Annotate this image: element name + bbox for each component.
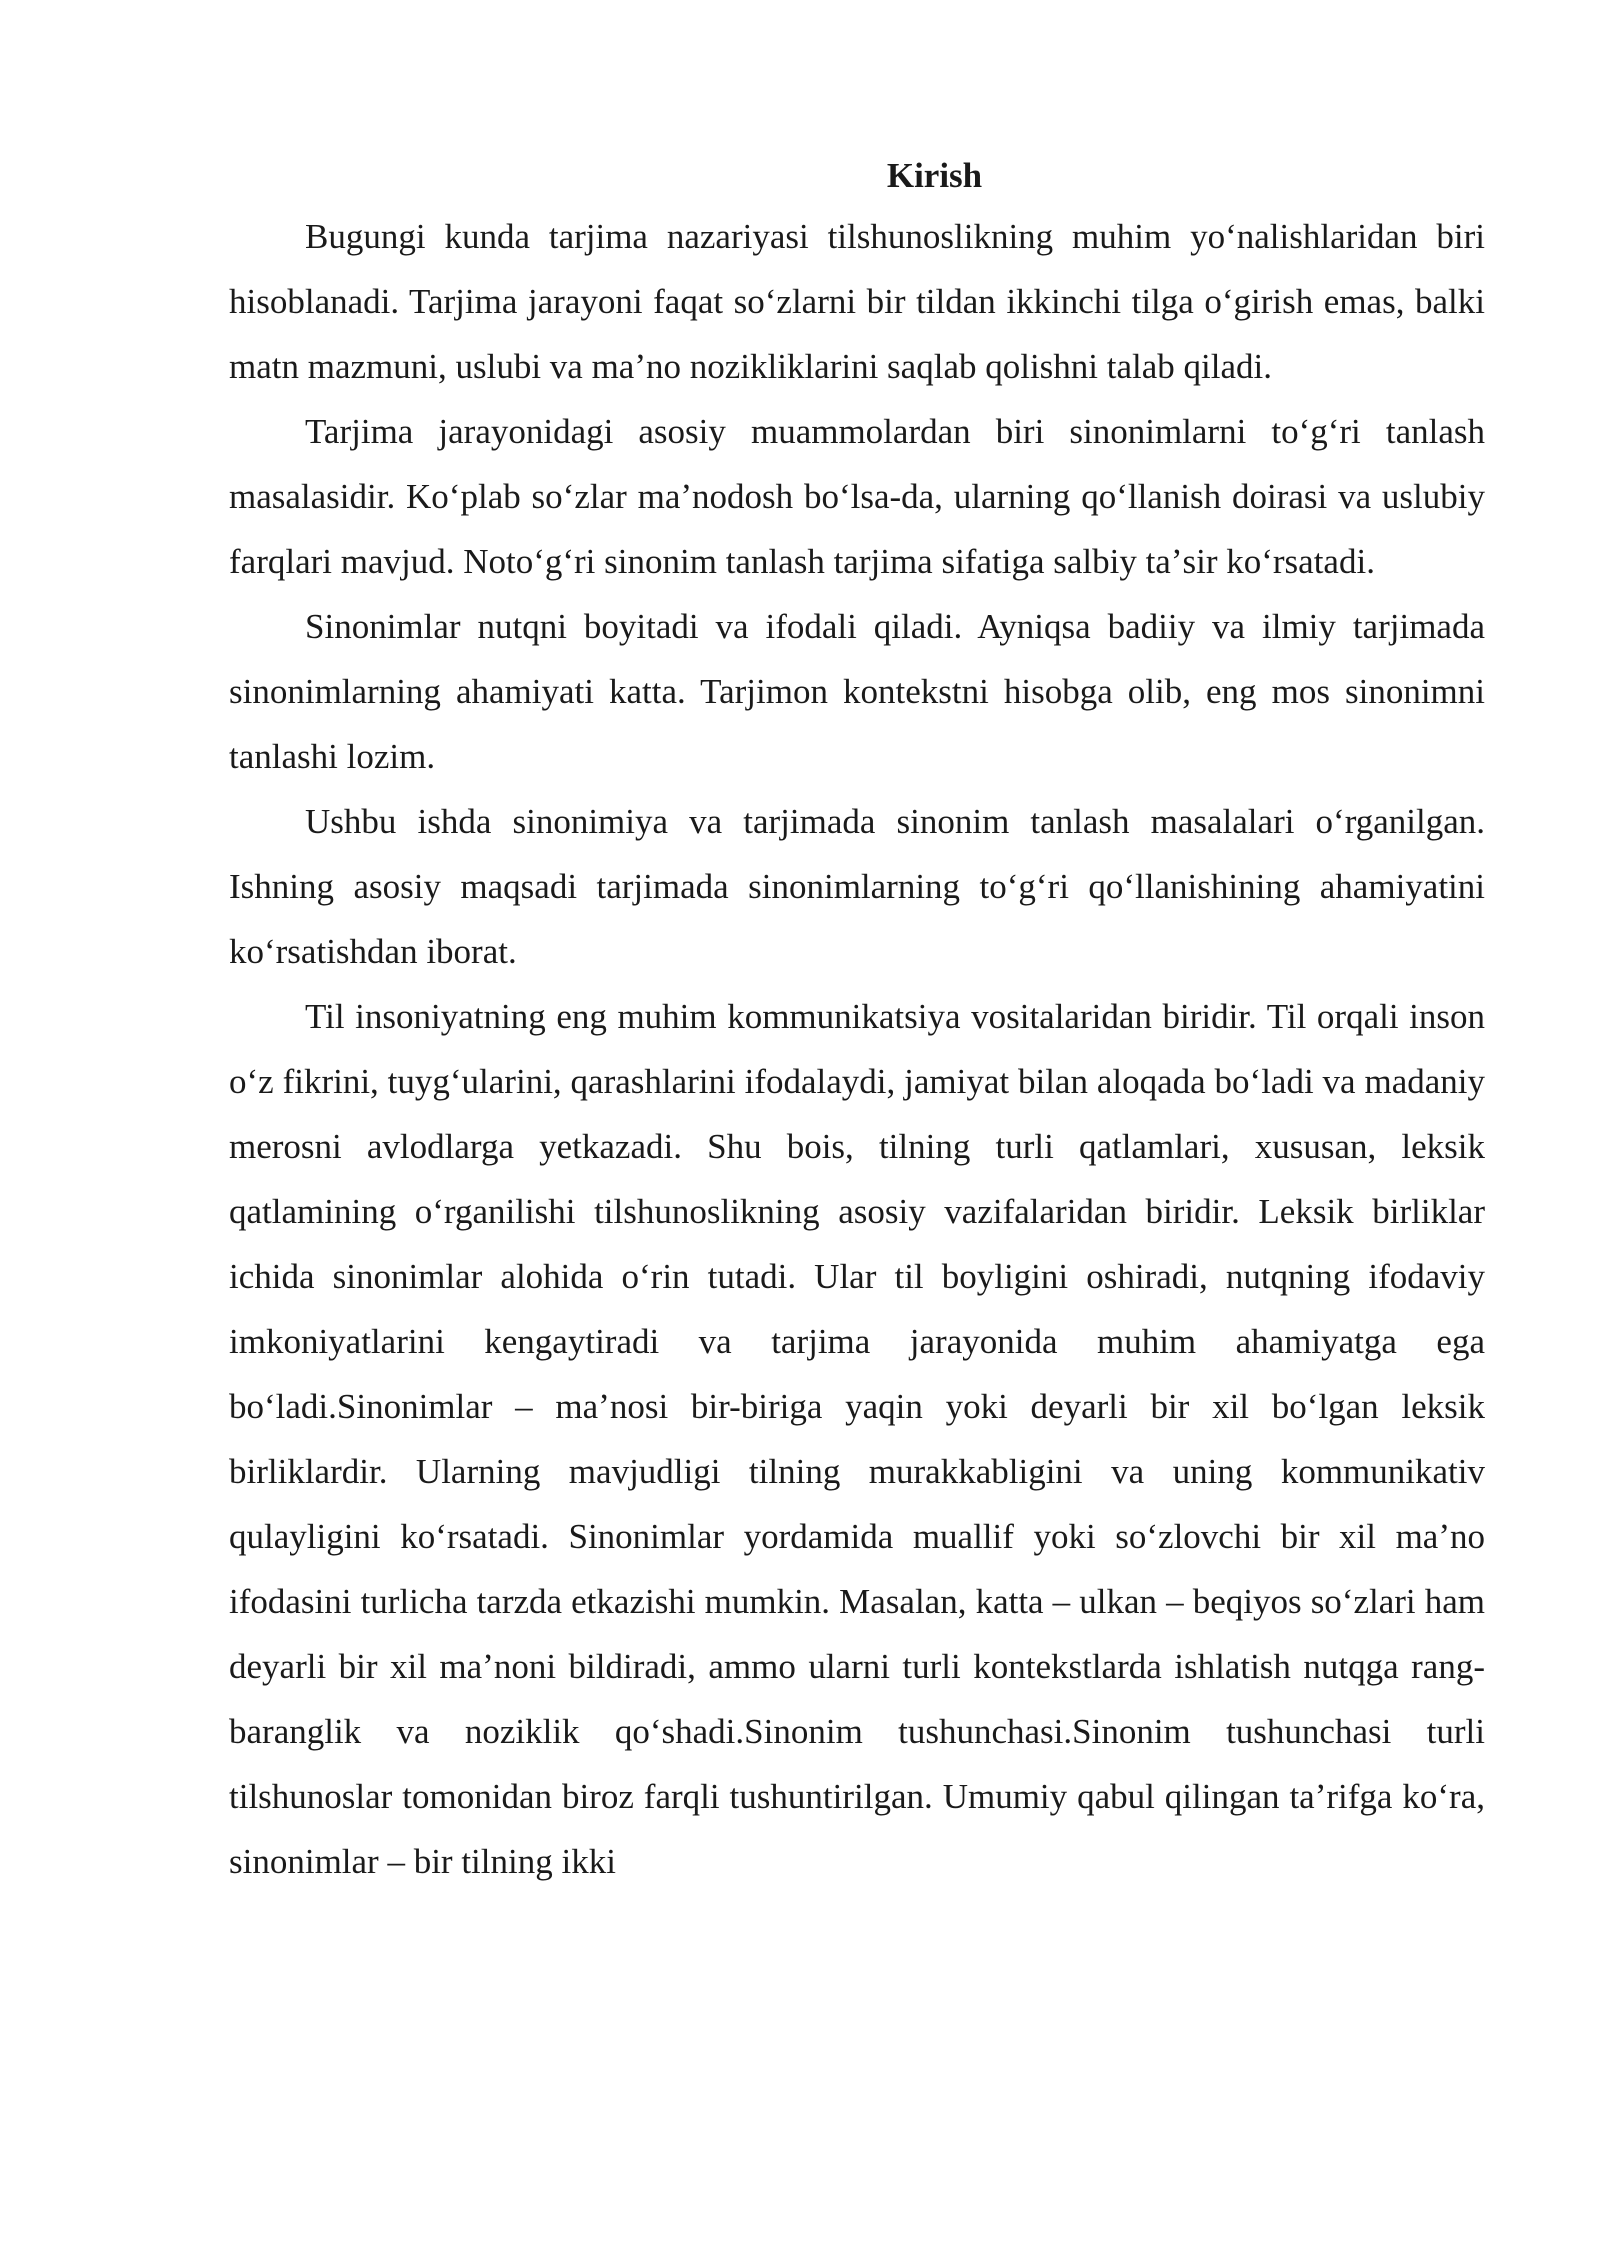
- document-body: [229, 148, 1485, 1894]
- paragraph-1: Bugungi kunda tarjima nazariyasi tilshunoslikning muhim yoʻnalishlaridan biri hisoblanadi. Tarjima jarayoni faqat soʻzlarni bir tildan ikkinchi tilga oʻgirish emas, balki matn mazmuni, uslubi va maʼno nozikliklarini saqlab qolishni talab qiladi.: [229, 217, 1485, 386]
- paragraph-3: Sinonimlar nutqni boyitadi va ifodali qiladi. Ayniqsa badiiy va ilmiy tarjimada sinonimlarning ahamiyati katta. Tarjimon kontekstni hisobga olib, eng mos sinonimni tanlashi lozim.: [229, 607, 1485, 776]
- section-title: Kirish: [886, 156, 983, 195]
- paragraph-5: Til insoniyatning eng muhim kommunikatsiya vositalaridan biridir. Til orqali inson oʻz fikrini, tuygʻularini, qarashlarini ifodalaydi, jamiyat bilan aloqada boʻladi va madaniy merosni avlodlarga yetkazadi. Shu bois, tilning turli qatlamlari, xususan, leksik qatlamining oʻrganilishi tilshunoslikning asosiy vazifalaridan biridir. Leksik birliklar ichida sinonimlar alohida oʻrin tutadi. Ular til boyligini oshiradi, nutqning ifodaviy imkoniyatlarini kengaytiradi va tarjima jarayonida muhim ahamiyatga ega boʻladi.Sinonimlar – maʼnosi bir-biriga yaqin yoki deyarli bir xil boʻlgan leksik birliklardir. Ularning mavjudligi tilning murakkabligini va uning kommunikativ qulayligini koʻrsatadi. Sinonimlar yordamida muallif yoki soʻzlovchi bir xil maʼno ifodasini turlicha tarzda etkazishi mumkin. Masalan, katta – ulkan – beqiyos soʻzlari ham deyarli bir xil maʼnoni bildiradi, ammo ularni turli kontekstlarda ishlatish nutqga rang-baranglik va noziklik qoʻshadi.Sinonim tushunchasi.Sinonim tushunchasi turli tilshunoslar tomonidan biroz farqli tushuntirilgan. Umumiy qabul qilingan taʼrifga koʻra, sinonimlar – bir tilning ikki: [229, 997, 1485, 1881]
- paragraph-4: Ushbu ishda sinonimiya va tarjimada sinonim tanlash masalalari oʻrganilgan. Ishning asosiy maqsadi tarjimada sinonimlarning toʻgʻri qoʻllanishining ahamiyatini koʻrsatishdan iborat.: [229, 802, 1485, 971]
- paragraph-2: Tarjima jarayonidagi asosiy muammolardan biri sinonimlarni toʻgʻri tanlash masalasidir. Koʻplab soʻzlar maʼnodosh boʻlsa-da, ularning qoʻllanish doirasi va uslubiy farqlari mavjud. Notoʻgʻri sinonim tanlash tarjima sifatiga salbiy taʼsir koʻrsatadi.: [229, 412, 1485, 581]
